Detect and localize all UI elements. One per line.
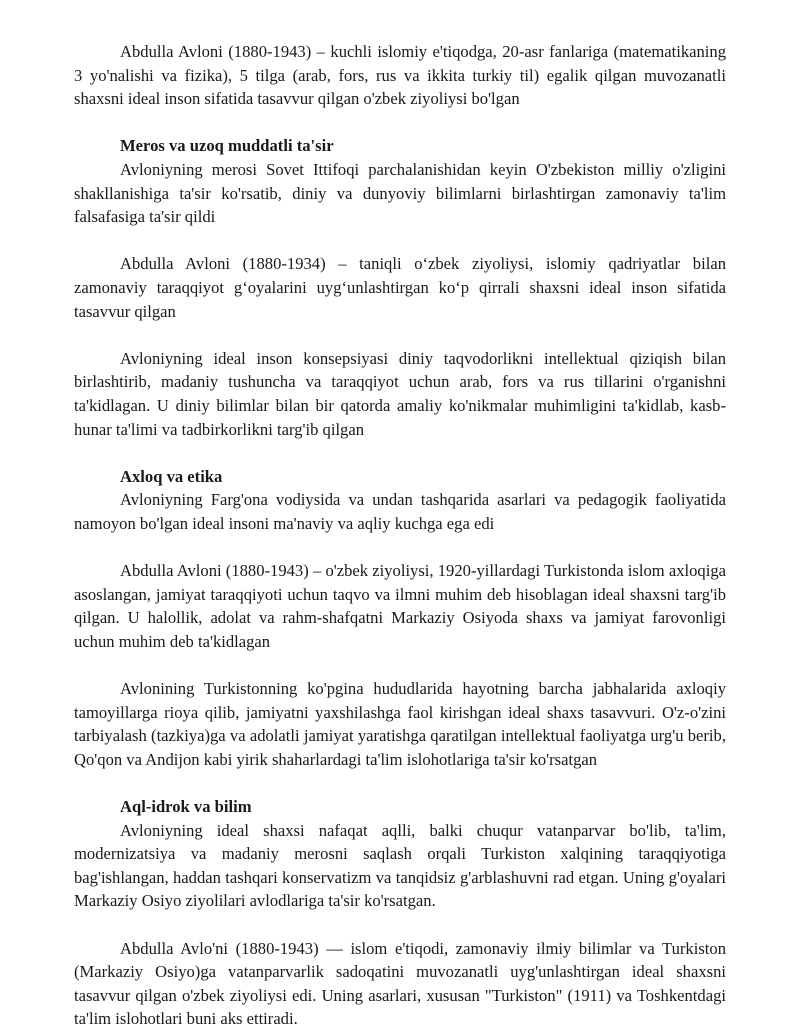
spacer <box>74 323 726 347</box>
paragraph-ideal-concept: Avloniyning ideal inson konsepsiyasi diniy taqvodorlikni intellektual qiziqish bilan birlashtirib, madaniy tushuncha va taraqqiyot uchun arab, fors va rus tillarini o'rganishni ta'kidlagan. U diniy bilimlar bilan bir qatorda amaliy ko'nikmalar muhimligini ta'kidlab, kasb-hunar ta'limi va tadbirkorlikni targ'ib qilgan <box>74 348 726 439</box>
paragraph-intro: Abdulla Avloni (1880-1943) – kuchli islomiy e'tiqodga, 20-asr fanlariga (matematikaning 3 yo'nalishi va fizika), 5 tilga (arab, fors, rus va ikkita turkiy til) egalik qilgan muvozanatli shaxsni ideal inson sifatida tasavvur qilgan o'zbek ziyoliysi bo'lgan <box>74 42 726 109</box>
paragraph-fergana: Avloniyning Farg'ona vodiysida va undan tashqarida asarlari va pedagogik faoliyatida namoyon bo'lgan ideal insoni ma'naviy va aqliy kuchga ega edi <box>74 490 726 533</box>
spacer <box>74 229 726 253</box>
section-heading-intellect: Aql-idrok va bilim <box>120 797 252 816</box>
paragraph-legacy: Avloniyning merosi Sovet Ittifoqi parchalanishidan keyin O'zbekiston milliy o'zligini shakllanishiga ta'sir ko'rsatib, diniy va dunyoviy bilimlarni birlashtirgan zamonaviy ta'lim falsafasiga ta'sir qildi <box>74 159 726 227</box>
paragraph-summary: Abdulla Avlo'ni (1880-1943) — islom e'tiqodi, zamonaviy ilmiy bilimlar va Turkiston (Markaziy Osiyo)ga vatanparvarlik sadoqatini muvozanatli uyg'unlashtirgan ideal shaxsni tasavvur qilgan o'zbek ziyoliysi edi. Uning asarlari, xususan "Turkiston" (1911) va Toshkentdagi ta'lim islohotlari buni aks ettiradi. <box>74 938 726 1029</box>
paragraph-avloni-1934: Abdulla Avloni (1880-1934) – taniqli o‘zbek ziyoliysi, islomiy qadriyatlar bilan zamonaviy taraqqiyot g‘oyalarini uyg‘unlashtirgan ko‘p qirrali shaxsni ideal inson sifatida tasavvur qilgan <box>74 254 726 321</box>
paragraph-patriot: Avloniyning ideal shaxsi nafaqat aqlli, balki chuqur vatanparvar bo'lib, ta'lim, modernizatsiya va madaniy merosni saqlash orqali Turkiston xalqining taraqqiyotiga bag'ishlangan, haddan tashqari konservatizm va tanqidsiz g'arblashuvni rad etgan. Uning g'oyalari Markaziy Osiyo ziyolilari avlodlariga ta'sir ko'rsatgan. <box>74 820 726 911</box>
spacer <box>74 441 726 465</box>
document-page <box>74 40 726 1031</box>
spacer <box>74 535 726 559</box>
spacer <box>74 771 726 795</box>
spacer <box>74 111 726 135</box>
spacer <box>74 653 726 677</box>
spacer <box>74 913 726 937</box>
section-heading-ethics: Axloq va etika <box>120 466 223 486</box>
paragraph-turkistan-vision: Avlonining Turkistonning ko'pgina hududlarida hayotning barcha jabhalarida axloqiy tamoyillarga rioya qilib, jamiyatni yaxshilashga faol kirishgan ideal shaxs tasavvuri. O'z-o'zini tarbiyalash (tazkiya)ga va adolatli jamiyat yaratishga qaratilgan intellektual faoliyatga urg'u berib, Qo'qon va Andijon kabi yirik shaharlardagi ta'lim islohotlariga ta'sir ko'rsatgan <box>74 679 726 769</box>
paragraph-islamic-ethics: Abdulla Avloni (1880-1943) – o'zbek ziyoliysi, 1920-yillardagi Turkistonda islom axloqiga asoslangan, jamiyat taraqqiyoti uchun taqvo va ilmni muhim deb hisoblagan ideal shaxsni targ'ib qilgan. U halollik, adolat va rahm-shafqatni Markaziy Osiyoda shaxs va jamiyat farovonligi uchun muhim deb ta'kidlagan <box>74 561 726 651</box>
section-heading-legacy: Meros va uzoq muddatli ta'sir <box>120 136 334 156</box>
